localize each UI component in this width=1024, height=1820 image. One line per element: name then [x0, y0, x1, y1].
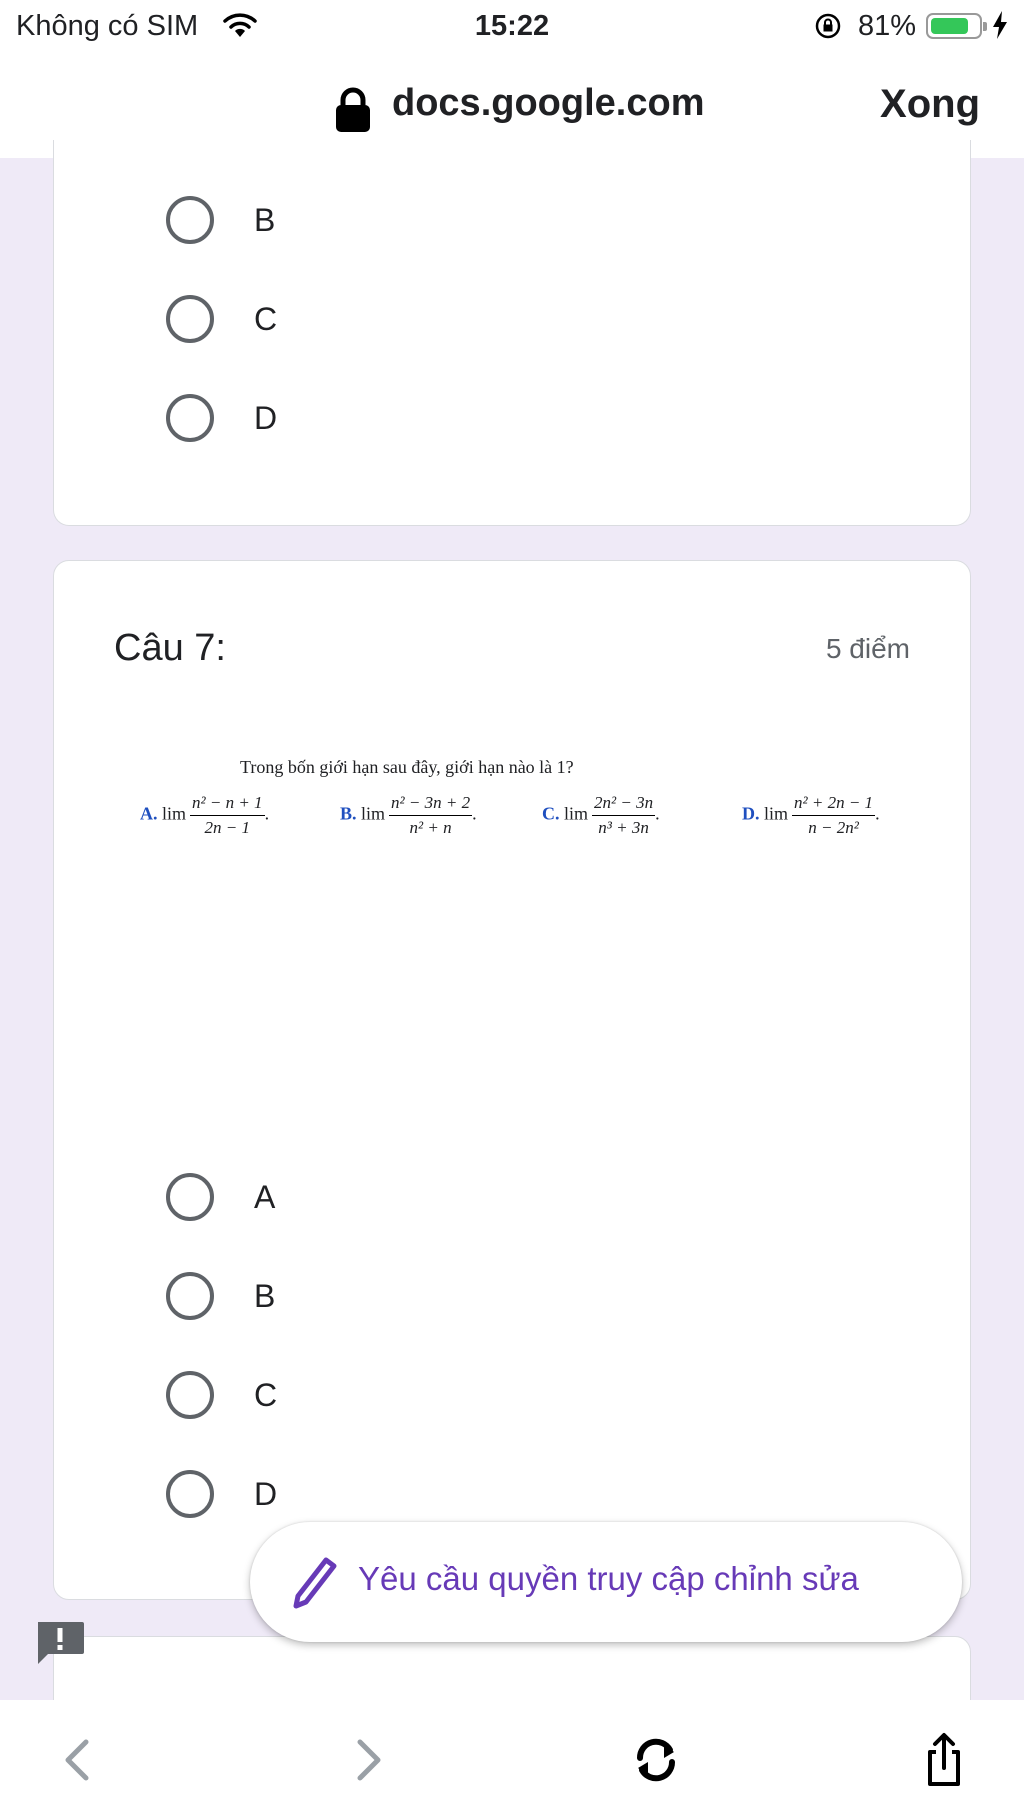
answer-choice-c: C. lim $\frac{\text{2n² − 3n}}{\text{n³ + 3n}}$ . [542, 793, 660, 837]
url-domain[interactable]: docs.google.com [392, 82, 705, 124]
radio-button[interactable] [166, 394, 214, 442]
radio-button[interactable] [166, 1272, 214, 1320]
question-image [140, 757, 900, 867]
previous-question-card [53, 140, 971, 526]
browser-toolbar [0, 1700, 1024, 1820]
option-label: B [254, 202, 276, 238]
radio-button[interactable] [166, 1470, 214, 1518]
request-edit-access-button[interactable] [250, 1522, 962, 1642]
battery-percent: 81% [858, 10, 917, 42]
share-icon[interactable] [914, 1730, 974, 1790]
answer-choice-a: A. lim $\frac{\text{n² − n + 1}}{2n - 1}$ . [140, 793, 270, 837]
question-prompt: Trong bốn giới hạn sau đây, giới hạn nào là 1? [240, 757, 574, 777]
answer-choice-b: B. lim $\frac{\text{n² − 3n + 2}}{\text{n² + n}}$ . [340, 793, 477, 837]
option-label: C [254, 301, 278, 337]
forward-icon[interactable] [338, 1730, 398, 1790]
feedback-icon[interactable] [34, 1620, 86, 1666]
orientation-lock-icon [814, 12, 842, 40]
back-icon[interactable] [48, 1730, 108, 1790]
option-label: A [254, 1179, 276, 1215]
battery-level-fill [931, 18, 968, 34]
radio-button[interactable] [166, 196, 214, 244]
radio-button[interactable] [166, 295, 214, 343]
radio-button[interactable] [166, 1173, 214, 1221]
carrier-label: Không có SIM [16, 10, 199, 42]
done-button[interactable]: Xong [880, 82, 980, 126]
request-edit-access-label: Yêu cầu quyền truy cập chỉnh sửa [358, 1560, 859, 1597]
option-label: B [254, 1278, 276, 1314]
answer-choice-d: D. lim $\frac{\text{n² + 2n − 1}}{\text{n − 2n²}}$ . [742, 793, 880, 837]
option-label: D [254, 400, 278, 436]
status-bar [0, 0, 1024, 56]
question-title: Câu 7: [114, 627, 226, 669]
padlock-icon [334, 86, 372, 134]
battery-icon [926, 13, 982, 39]
option-label: C [254, 1377, 278, 1413]
charging-bolt-icon [990, 10, 1010, 40]
clock: 15:22 [474, 10, 550, 42]
option-label: D [254, 1476, 278, 1512]
question-points: 5 điểm [825, 633, 910, 664]
radio-button[interactable] [166, 1371, 214, 1419]
pencil-icon [288, 1550, 340, 1610]
reload-icon[interactable] [626, 1730, 686, 1790]
question-card [53, 560, 971, 1600]
